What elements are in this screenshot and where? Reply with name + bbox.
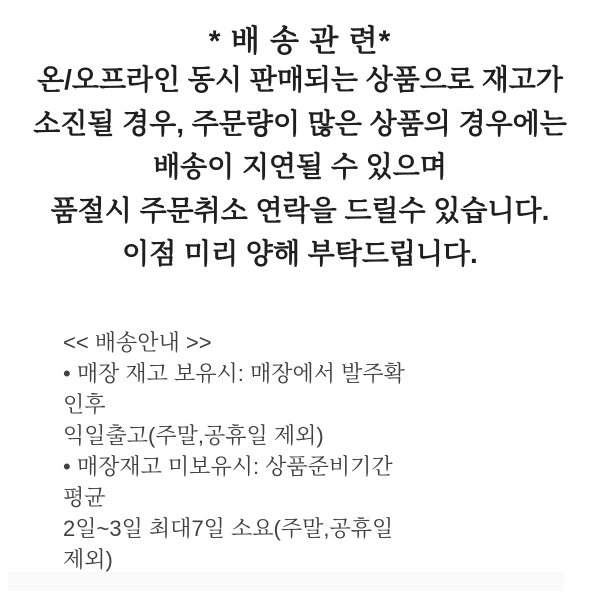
guide-line: 제외) xyxy=(63,547,113,572)
notice-line: 소진될 경우, 주문량이 많은 상품의 경우에는 xyxy=(33,107,567,139)
shipping-guide-section xyxy=(63,327,543,575)
guide-line: 2일~3일 최대7일 소요(주말,공휴일 xyxy=(63,516,394,541)
notice-line: 온/오프라인 동시 판매되는 상품으로 재고가 xyxy=(37,64,563,95)
notice-title: * 배 송 관 련* xyxy=(208,25,392,58)
notice-line: 배송이 지연될 수 있으며 xyxy=(153,151,447,182)
footer-strip xyxy=(8,572,564,591)
guide-line: • 매장 재고 보유시: 매장에서 발주확 xyxy=(63,361,405,386)
guide-line: 익일출고(주말,공휴일 제외) xyxy=(63,423,324,448)
guide-line: 평균 xyxy=(63,485,106,510)
notice-line: 이점 미리 양해 부탁드립니다. xyxy=(122,238,478,269)
notice-line: 품절시 주문취소 연락을 드릴수 있습니다. xyxy=(50,194,550,226)
notice-body xyxy=(20,58,580,276)
guide-heading: << 배송안내 >> xyxy=(63,330,212,355)
guide-line: • 매장재고 미보유시: 상품준비기간 xyxy=(63,454,393,479)
guide-line: 인후 xyxy=(63,392,106,417)
